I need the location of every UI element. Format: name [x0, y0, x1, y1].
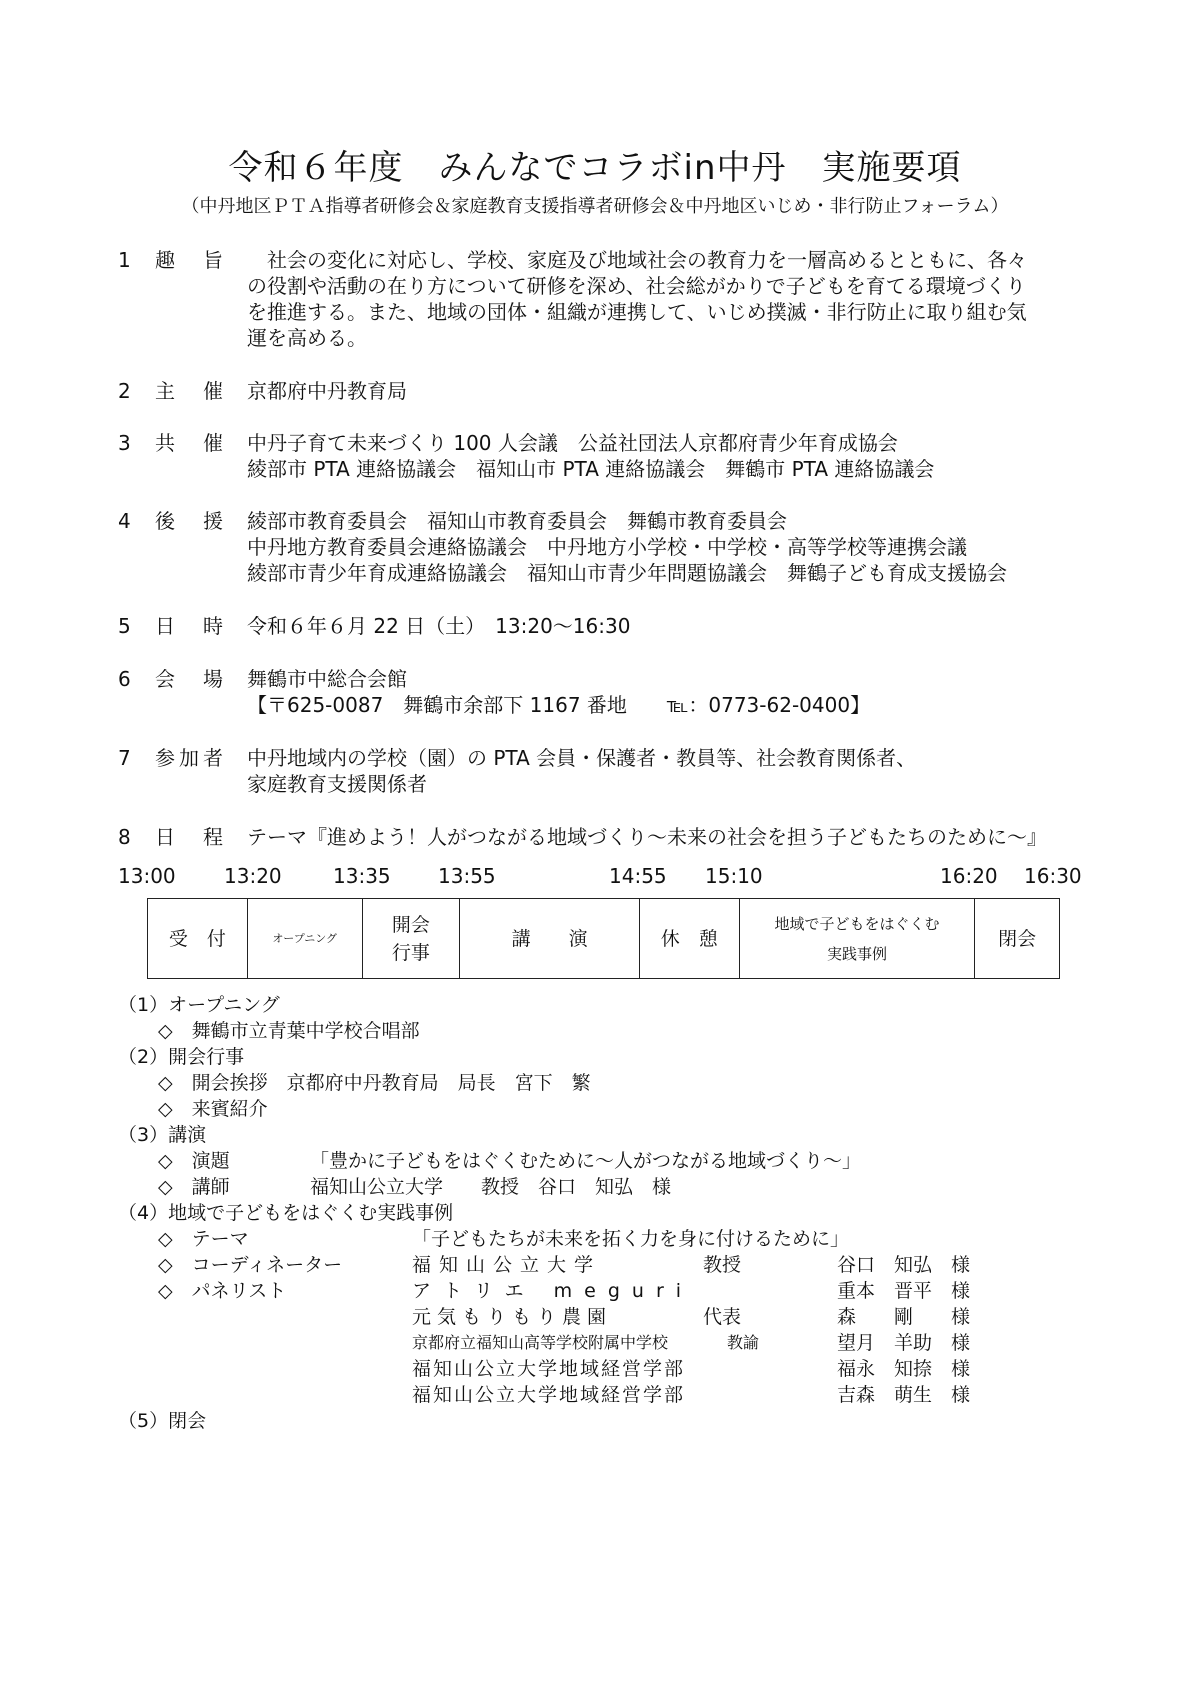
program-item-label: ◇ パネリスト	[158, 1280, 287, 1302]
schedule-cell: 講 演	[460, 899, 640, 978]
section-line: 京都府中丹教育局	[247, 379, 407, 403]
section-label: 趣旨	[155, 248, 223, 272]
person-name: 福永 知捺 様	[837, 1358, 971, 1380]
lecture-title: 「豊かに子どもをはぐくむために～人がつながる地域づくり～」	[310, 1150, 862, 1172]
page-title: 令和６年度 みんなでコラボin中丹 実施要項	[228, 148, 962, 188]
section-line: 令和６年６月 22 日（土） 13:20～16:30	[247, 614, 631, 638]
section-label: 参加者	[155, 746, 223, 770]
section-line: の役割や活動の在り方について研修を深め、社会総がかりで子どもを育てる環境づくり	[247, 274, 1026, 298]
person-role: 代表	[703, 1306, 742, 1328]
program-heading: （4）地域で子どもをはぐくむ実践事例	[118, 1202, 454, 1224]
program-item-label: ◇ 演題	[158, 1150, 230, 1172]
section-line: 中丹地方教育委員会連絡協議会 中丹地方小学校・中学校・高等学校等連携会議	[247, 535, 967, 559]
section-number: 5	[118, 614, 131, 638]
person-name: 吉森 萌生 様	[837, 1384, 971, 1406]
section-number: 3	[118, 431, 131, 455]
program-item-label: ◇ コーディネーター	[158, 1254, 343, 1276]
section-label: 日程	[155, 825, 223, 849]
section-line: 社会の変化に対応し、学校、家庭及び地域社会の教育力を一層高めるとともに、各々	[247, 248, 1027, 272]
schedule-cell: オープニング	[248, 899, 363, 978]
schedule-time: 16:30	[1024, 864, 1082, 888]
section-number: 8	[118, 825, 131, 849]
section-line: 舞鶴市中総合会館	[247, 667, 407, 691]
person-role: 教授	[703, 1254, 742, 1276]
schedule-table	[147, 898, 1060, 979]
section-line: 中丹子育て未来づくり 100 人会議 公益社団法人京都府青少年育成協会	[247, 431, 898, 455]
program-item: ◇ 舞鶴市立青葉中学校合唱部	[158, 1020, 420, 1042]
person-name: 重本 晋平 様	[837, 1280, 971, 1302]
section-line: 運を高める。	[247, 326, 367, 350]
program-heading: （3）講演	[118, 1124, 207, 1146]
page-subtitle: （中丹地区ＰＴＡ指導者研修会＆家庭教育支援指導者研修会＆中丹地区いじめ・非行防止フォーラム）	[181, 196, 1009, 217]
section-line: 綾部市青少年育成連絡協議会 福知山市青少年問題協議会 舞鶴子ども育成支援協会	[247, 561, 1007, 585]
person-org: 福知山公立大学地域経営学部	[412, 1384, 686, 1406]
section-label: 後援	[155, 509, 223, 533]
person-name: 森 剛 様	[837, 1306, 971, 1328]
section-number: 6	[118, 667, 131, 691]
person-role: 教諭	[727, 1333, 760, 1352]
section-label: 主催	[155, 379, 223, 403]
program-heading: （2）開会行事	[118, 1046, 245, 1068]
schedule-time: 14:55	[609, 864, 667, 888]
schedule-time: 13:00	[118, 864, 176, 888]
schedule-time: 16:20	[940, 864, 998, 888]
person-org: 元気もりもり農園	[412, 1306, 613, 1328]
section-line: を推進する。また、地域の団体・組織が連携して、いじめ撲滅・非行防止に取り組む気	[247, 300, 1027, 324]
section-label: 共催	[155, 431, 223, 455]
schedule-cell: 休 憩	[640, 899, 740, 978]
section-number: 7	[118, 746, 131, 770]
program-heading: （5）閉会	[118, 1410, 207, 1432]
person-org: 福知山公立大学	[412, 1254, 602, 1276]
schedule-cell: 開会 行事	[363, 899, 461, 978]
schedule-time: 13:55	[438, 864, 496, 888]
section-label: 会場	[155, 667, 223, 691]
schedule-time: 15:10	[705, 864, 763, 888]
section-line: 【〒625-0087 舞鶴市余部下 1167 番地 ℡：0773-62-0400】	[247, 693, 871, 717]
section-label: 日時	[155, 614, 223, 638]
schedule-cell: 受 付	[148, 899, 248, 978]
section-line: テーマ『進めよう！人がつながる地域づくり～未来の社会を担う子どもたちのために～』	[247, 825, 1047, 849]
section-line: 家庭教育支援関係者	[247, 772, 427, 796]
person-org: アトリエ meguri	[412, 1280, 694, 1302]
program-item-label: ◇ 講師	[158, 1176, 230, 1198]
section-line: 綾部市教育委員会 福知山市教育委員会 舞鶴市教育委員会	[247, 509, 787, 533]
schedule-time: 13:35	[333, 864, 391, 888]
schedule-time: 13:20	[224, 864, 282, 888]
schedule-cell: 閉会	[998, 927, 1037, 950]
program-item-label: ◇ テーマ	[158, 1228, 249, 1250]
person-name: 望月 羊助 様	[837, 1332, 971, 1354]
person-name: 谷口 知弘 様	[837, 1254, 971, 1276]
practice-theme: 「子どもたちが未来を拓く力を身に付けるために」	[412, 1228, 850, 1250]
program-heading: （1）オープニング	[118, 994, 280, 1016]
section-number: 2	[118, 379, 131, 403]
lecturer: 福知山公立大学 教授 谷口 知弘 様	[310, 1176, 672, 1198]
person-org: 福知山公立大学地域経営学部	[412, 1358, 686, 1380]
section-number: 4	[118, 509, 131, 533]
person-org: 京都府立福知山高等学校附属中学校	[412, 1333, 669, 1352]
section-line: 綾部市 PTA 連絡協議会 福知山市 PTA 連絡協議会 舞鶴市 PTA 連絡協議会	[247, 457, 935, 481]
section-number: 1	[118, 248, 131, 272]
schedule-cell: 地域で子どもをはぐくむ 実践事例	[740, 899, 975, 978]
program-item: ◇ 開会挨拶 京都府中丹教育局 局長 宮下 繁	[158, 1072, 591, 1094]
program-item: ◇ 来賓紹介	[158, 1098, 268, 1120]
section-line: 中丹地域内の学校（園）の PTA 会員・保護者・教員等、社会教育関係者、	[247, 746, 917, 770]
